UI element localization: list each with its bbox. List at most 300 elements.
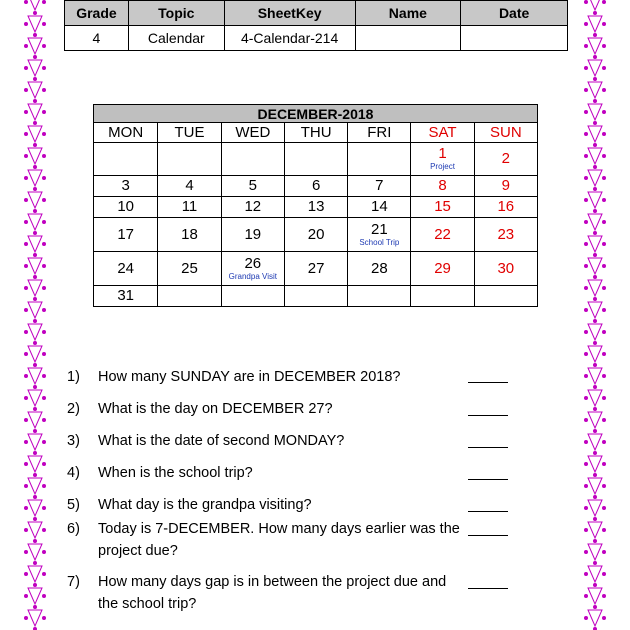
border-dot: [33, 187, 37, 191]
topic-value: Calendar: [128, 26, 224, 51]
border-triangle: [588, 390, 602, 406]
calendar-week-row: [94, 218, 538, 252]
calendar-day-cell: [94, 176, 158, 197]
border-dot: [42, 286, 46, 290]
border-dot: [33, 143, 37, 147]
border-dot: [42, 132, 46, 136]
border-triangle: [28, 214, 42, 230]
border-dot: [602, 242, 606, 246]
border-dot: [602, 198, 606, 202]
border-dot: [593, 275, 597, 279]
border-triangle: [28, 104, 42, 120]
border-dot: [593, 605, 597, 609]
calendar-day-cell: [94, 286, 158, 307]
border-dot: [602, 110, 606, 114]
border-dot: [42, 418, 46, 422]
calendar-day-cell: [285, 143, 348, 176]
calendar-date-number: 4: [185, 177, 194, 194]
left-decorative-border: [24, 0, 46, 630]
calendar-date-number: 16: [497, 198, 515, 215]
day-header-mon: MON: [94, 123, 158, 143]
border-triangle: [588, 258, 602, 274]
calendar-date-number: 11: [181, 198, 198, 215]
question-text: How many days gap is in between the project due and the school trip?: [98, 574, 447, 612]
date-field[interactable]: [461, 26, 568, 51]
calendar-day-cell: [158, 286, 221, 307]
calendar-date-number: 6: [311, 177, 321, 194]
border-triangle: [28, 610, 42, 626]
calendar-day-cell: [474, 218, 537, 252]
border-triangle: [588, 0, 602, 10]
calendar-day-cell: [94, 197, 158, 218]
calendar-date-number: 18: [181, 225, 198, 243]
border-triangle: [588, 544, 602, 560]
border-dot: [584, 132, 588, 136]
border-dot: [584, 220, 588, 224]
border-dot: [42, 198, 46, 202]
worksheet-info-table: [64, 0, 568, 51]
border-dot: [584, 44, 588, 48]
calendar-date-number: 8: [438, 177, 447, 194]
question-number: 3): [67, 433, 80, 449]
day-header-tue: TUE: [158, 123, 221, 143]
calendar-day-cell: [348, 286, 411, 307]
border-dot: [602, 176, 606, 180]
calendar-week-row: [94, 286, 538, 307]
calendar-day-cell: [474, 143, 537, 176]
question-text: What is the date of second MONDAY?: [98, 433, 345, 449]
calendar-day-cell: [285, 286, 348, 307]
border-dot: [593, 253, 597, 257]
calendar-day-cell: [221, 286, 284, 307]
calendar-date-number: 25: [181, 259, 198, 277]
border-dot: [33, 231, 37, 235]
border-triangle: [588, 280, 602, 296]
border-dot: [602, 440, 606, 444]
calendar-table: [93, 104, 538, 307]
border-dot: [24, 242, 28, 246]
calendar-week-row: [94, 176, 538, 197]
border-dot: [602, 308, 606, 312]
border-dot: [593, 539, 597, 543]
border-triangle: [28, 148, 42, 164]
calendar-date-number: 15: [434, 198, 451, 215]
border-dot: [33, 341, 37, 345]
border-triangle: [28, 38, 42, 54]
border-dot: [42, 308, 46, 312]
border-triangle: [588, 434, 602, 450]
border-dot: [593, 33, 597, 37]
day-header-thu: THU: [285, 123, 348, 143]
border-dot: [593, 187, 597, 191]
border-triangle: [588, 38, 602, 54]
border-triangle: [28, 82, 42, 98]
border-dot: [24, 154, 28, 158]
calendar-date-number: 27: [307, 259, 325, 277]
border-dot: [42, 528, 46, 532]
border-triangle: [28, 478, 42, 494]
calendar-title: DECEMBER-2018: [94, 105, 538, 123]
border-dot: [602, 484, 606, 488]
question-text: What day is the grandpa visiting?: [98, 497, 312, 513]
border-dot: [602, 506, 606, 510]
border-dot: [584, 264, 588, 268]
border-dot: [584, 616, 588, 620]
border-triangle: [28, 500, 42, 516]
border-triangle: [28, 346, 42, 362]
border-dot: [602, 220, 606, 224]
calendar-day-cell: [348, 143, 411, 176]
border-triangle: [588, 346, 602, 362]
question-number: 7): [67, 574, 80, 590]
border-dot: [584, 440, 588, 444]
calendar-date-number: 10: [117, 198, 135, 215]
border-dot: [593, 99, 597, 103]
calendar-day-cell: [221, 197, 284, 218]
border-triangle: [588, 522, 602, 538]
border-dot: [584, 506, 588, 510]
border-dot: [42, 440, 46, 444]
border-dot: [42, 220, 46, 224]
border-dot: [584, 572, 588, 576]
border-dot: [584, 198, 588, 202]
border-dot: [584, 286, 588, 290]
border-triangle: [28, 16, 42, 32]
border-triangle: [28, 588, 42, 604]
question-number: 6): [67, 521, 80, 537]
border-dot: [33, 605, 37, 609]
border-dot: [24, 22, 28, 26]
calendar-date-number: 24: [117, 259, 135, 277]
border-dot: [593, 319, 597, 323]
border-dot: [602, 88, 606, 92]
day-header-sat: SAT: [411, 123, 474, 143]
border-triangle: [28, 258, 42, 274]
calendar-day-cell: [348, 197, 411, 218]
calendar-day-cell: [158, 197, 221, 218]
border-dot: [42, 374, 46, 378]
info-value-row: [65, 26, 568, 51]
border-dot: [593, 341, 597, 345]
border-dot: [602, 462, 606, 466]
question-text: How many SUNDAY are in DECEMBER 2018?: [98, 369, 401, 385]
calendar-date-number: 14: [371, 198, 388, 215]
calendar-event-note: Project: [430, 162, 455, 171]
border-dot: [602, 66, 606, 70]
border-triangle: [28, 60, 42, 76]
border-dot: [33, 363, 37, 367]
border-dot: [602, 550, 606, 554]
border-dot: [42, 264, 46, 268]
calendar-day-cell: [221, 218, 284, 252]
question-text: When is the school trip?: [98, 465, 253, 481]
border-dot: [584, 396, 588, 400]
border-dot: [584, 484, 588, 488]
border-dot: [24, 440, 28, 444]
border-dot: [33, 121, 37, 125]
calendar-day-cell: [221, 252, 284, 286]
border-dot: [42, 594, 46, 598]
border-dot: [42, 88, 46, 92]
border-dot: [24, 176, 28, 180]
border-dot: [42, 44, 46, 48]
question-text: What is the day on DECEMBER 27?: [98, 401, 333, 417]
border-dot: [584, 462, 588, 466]
topic-header: Topic: [128, 1, 224, 26]
border-triangle: [588, 478, 602, 494]
sheetkey-header: SheetKey: [224, 1, 355, 26]
calendar-event-note: Grandpa Visit: [228, 271, 277, 281]
calendar-day-cell: [411, 286, 474, 307]
border-triangle: [28, 368, 42, 384]
border-dot: [593, 121, 597, 125]
border-dot: [24, 198, 28, 202]
day-header-fri: FRI: [348, 123, 411, 143]
border-dot: [24, 594, 28, 598]
border-triangle: [28, 126, 42, 142]
day-header-sun: SUN: [474, 123, 537, 143]
border-dot: [602, 616, 606, 620]
border-dot: [593, 55, 597, 59]
calendar-day-cell: [158, 252, 221, 286]
calendar-event-note: School Trip: [359, 237, 400, 247]
border-dot: [24, 550, 28, 554]
border-triangle: [588, 104, 602, 120]
border-triangle: [588, 324, 602, 340]
border-dot: [33, 451, 37, 455]
border-dot: [42, 242, 46, 246]
border-dot: [584, 88, 588, 92]
border-dot: [24, 330, 28, 334]
calendar-day-cell: [348, 218, 411, 252]
question-number: 4): [67, 465, 80, 481]
border-dot: [602, 132, 606, 136]
calendar-date-number: 21: [371, 220, 388, 238]
border-dot: [42, 352, 46, 356]
border-triangle: [28, 302, 42, 318]
border-dot: [33, 429, 37, 433]
border-dot: [33, 561, 37, 565]
border-dot: [584, 594, 588, 598]
border-dot: [602, 264, 606, 268]
calendar-day-cell: [348, 252, 411, 286]
border-dot: [24, 220, 28, 224]
border-dot: [584, 308, 588, 312]
border-triangle: [588, 126, 602, 142]
border-dot: [33, 11, 37, 15]
calendar-day-cell: [285, 252, 348, 286]
border-dot: [24, 572, 28, 576]
border-dot: [24, 66, 28, 70]
border-triangle: [588, 412, 602, 428]
border-dot: [593, 385, 597, 389]
border-dot: [33, 583, 37, 587]
border-dot: [584, 418, 588, 422]
border-dot: [584, 154, 588, 158]
border-dot: [24, 506, 28, 510]
grade-value: 4: [65, 26, 129, 51]
border-dot: [602, 396, 606, 400]
border-dot: [24, 352, 28, 356]
info-header-row: [65, 1, 568, 26]
border-dot: [24, 308, 28, 312]
border-dot: [24, 418, 28, 422]
calendar-day-cell: [411, 143, 474, 176]
border-dot: [24, 286, 28, 290]
question-text: Today is 7-DECEMBER. How many days earlier was the project due?: [98, 521, 460, 559]
border-dot: [24, 616, 28, 620]
border-dot: [33, 297, 37, 301]
border-dot: [24, 132, 28, 136]
border-triangle: [28, 434, 42, 450]
border-dot: [584, 374, 588, 378]
border-triangle: [588, 192, 602, 208]
border-triangle: [588, 566, 602, 582]
calendar-day-cell: [474, 176, 537, 197]
calendar-date-number: 9: [501, 177, 510, 194]
border-dot: [42, 616, 46, 620]
border-dot: [42, 462, 46, 466]
calendar-day-cell: [285, 197, 348, 218]
border-dot: [42, 66, 46, 70]
border-dot: [33, 407, 37, 411]
calendar-date-number: 30: [497, 259, 515, 277]
border-dot: [584, 0, 588, 4]
calendar-date-number: 19: [244, 225, 262, 243]
calendar-week-row: [94, 197, 538, 218]
calendar-day-cell: [411, 252, 474, 286]
calendar-date-number: 12: [244, 198, 262, 215]
calendar-week-row: [94, 252, 538, 286]
border-triangle: [28, 522, 42, 538]
border-dot: [24, 484, 28, 488]
border-triangle: [588, 368, 602, 384]
border-dot: [602, 0, 606, 4]
border-dot: [42, 330, 46, 334]
calendar-week-row: [94, 143, 538, 176]
border-triangle: [588, 170, 602, 186]
calendar-day-cell: [158, 143, 221, 176]
calendar-day-cell: [158, 218, 221, 252]
border-dot: [593, 407, 597, 411]
border-dot: [593, 297, 597, 301]
border-triangle: [28, 170, 42, 186]
border-dot: [24, 528, 28, 532]
calendar-day-cell: [94, 143, 158, 176]
border-dot: [42, 154, 46, 158]
calendar-day-cell: [221, 143, 284, 176]
border-dot: [42, 484, 46, 488]
border-triangle: [588, 214, 602, 230]
border-dot: [584, 528, 588, 532]
calendar-day-cell: [158, 176, 221, 197]
border-triangle: [28, 390, 42, 406]
border-triangle: [588, 456, 602, 472]
calendar-date-number: 31: [117, 287, 135, 304]
border-dot: [42, 396, 46, 400]
border-dot: [42, 550, 46, 554]
border-triangle: [28, 544, 42, 560]
question-number: 1): [67, 369, 80, 385]
border-dot: [24, 462, 28, 466]
border-dot: [33, 33, 37, 37]
border-dot: [33, 539, 37, 543]
calendar-date-number: 1: [438, 145, 447, 162]
border-dot: [593, 495, 597, 499]
border-dot: [24, 110, 28, 114]
border-dot: [584, 242, 588, 246]
border-dot: [593, 517, 597, 521]
border-dot: [593, 231, 597, 235]
border-dot: [593, 11, 597, 15]
calendar-day-cell: [474, 197, 537, 218]
border-triangle: [588, 16, 602, 32]
border-triangle: [588, 148, 602, 164]
calendar-day-cell: [94, 218, 158, 252]
border-dot: [42, 572, 46, 576]
calendar-day-cell: [285, 176, 348, 197]
calendar-date-number: 7: [375, 177, 384, 194]
border-dot: [584, 110, 588, 114]
border-dot: [602, 594, 606, 598]
border-dot: [24, 374, 28, 378]
border-triangle: [28, 280, 42, 296]
border-dot: [33, 275, 37, 279]
border-dot: [593, 165, 597, 169]
border-dot: [602, 352, 606, 356]
border-triangle: [28, 192, 42, 208]
calendar-day-cell: [411, 218, 474, 252]
name-field[interactable]: [355, 26, 461, 51]
border-dot: [602, 154, 606, 158]
calendar-day-header-row: [94, 123, 538, 143]
border-dot: [593, 77, 597, 81]
border-dot: [584, 352, 588, 356]
border-dot: [33, 165, 37, 169]
border-dot: [33, 209, 37, 213]
calendar-date-number: 2: [501, 150, 510, 167]
border-dot: [33, 517, 37, 521]
calendar-date-number: 5: [248, 177, 257, 194]
right-decorative-border: [584, 0, 606, 630]
border-dot: [593, 561, 597, 565]
border-dot: [602, 418, 606, 422]
calendar-date-number: 17: [117, 225, 135, 243]
border-triangle: [588, 610, 602, 626]
border-dot: [42, 506, 46, 510]
border-dot: [33, 495, 37, 499]
border-dot: [42, 0, 46, 4]
border-dot: [593, 209, 597, 213]
border-dot: [584, 176, 588, 180]
sheetkey-value: 4-Calendar-214: [224, 26, 355, 51]
border-dot: [602, 528, 606, 532]
calendar-day-cell: [474, 286, 537, 307]
calendar-date-number: 28: [371, 259, 388, 277]
border-triangle: [588, 500, 602, 516]
border-dot: [602, 330, 606, 334]
border-dot: [593, 143, 597, 147]
grade-header: Grade: [65, 1, 129, 26]
border-dot: [33, 99, 37, 103]
border-dot: [42, 110, 46, 114]
calendar-day-cell: [411, 176, 474, 197]
border-dot: [593, 473, 597, 477]
question-number: 5): [67, 497, 80, 513]
calendar-date-number: 29: [434, 259, 451, 277]
border-dot: [602, 374, 606, 378]
calendar-day-cell: [474, 252, 537, 286]
